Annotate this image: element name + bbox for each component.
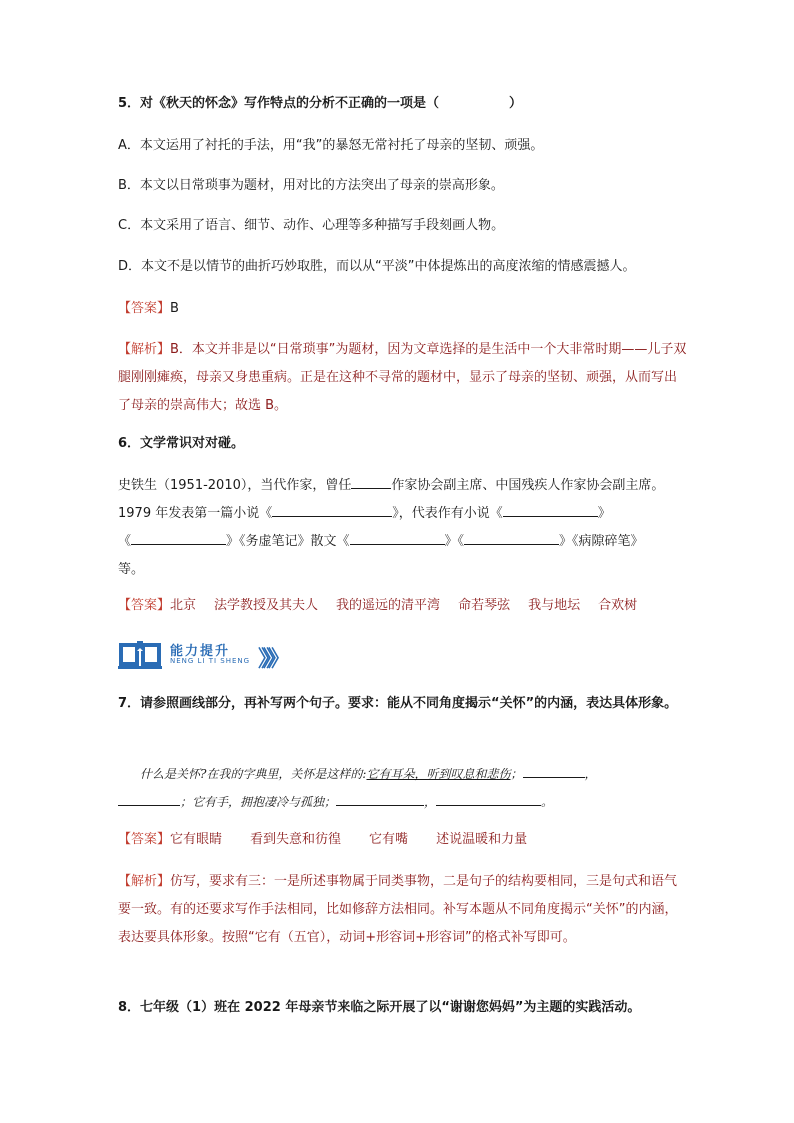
fill-blank[interactable]: [131, 530, 226, 545]
open-book-icon: [118, 640, 162, 670]
analysis-text: 仿写，要求有三：一是所述事物属于同类事物，二是句子的结构要相同，三是句式和语气要一致。有的还要求写作手法相同，比如修辞方法相同。补写本题从不同角度揭示“关怀”的内涵，表达要具体形象。按照“它有（五官），动词+形容词+形容词”的格式补写即可。: [118, 874, 678, 945]
q5-option-b: B．本文以日常琐事为题材，用对比的方法突出了母亲的崇高形象。: [118, 178, 504, 193]
fill-blank[interactable]: [436, 791, 541, 806]
q7-analysis: [118, 868, 688, 952]
q8-stem: 8．七年级（1）班在 2022 年母亲节来临之际开展了以“谢谢您妈妈”为主题的实践活动。: [118, 1000, 641, 1015]
section-banner: [118, 640, 338, 670]
banner-subtitle: NENG LI TI SHENG: [170, 657, 251, 665]
banner-title: 能力提升: [170, 644, 231, 659]
q7-answer: 【答案】它有眼睛 看到失意和彷徨 它有嘴 述说温暖和力量: [118, 832, 528, 847]
q6-stem: 6．文学常识对对碰。: [118, 436, 245, 451]
answer-value: B: [170, 301, 179, 316]
answer-tag: 【答案】: [118, 301, 171, 316]
analysis-tag: 【解析】: [118, 874, 171, 889]
fill-blank[interactable]: [351, 474, 391, 489]
q5-analysis: [118, 336, 688, 420]
answer-tag: 【答案】: [118, 598, 171, 613]
fill-blank[interactable]: [118, 791, 180, 806]
q5-option-d: D．本文不是以情节的曲折巧妙取胜，而以从“平淡”中体提炼出的高度浓缩的情感震撼人。: [118, 259, 636, 274]
q5-stem: 5．对《秋天的怀念》写作特点的分析不正确的一项是（ ）: [118, 96, 523, 111]
q5-option-c: C．本文采用了语言、细节、动作、心理等多种描写手段刻画人物。: [118, 218, 505, 233]
analysis-tag: 【解析】: [118, 342, 171, 357]
q7-passage-line2: ；它有手，拥抱凄冷与孤独； ， 。: [118, 788, 688, 817]
answer-tag: 【答案】: [118, 832, 171, 847]
q5-answer: [118, 295, 688, 323]
q7-passage: 什么是关怀?在我的字典里，关怀是这样的:它有耳朵，听到叹息和悲伤； ，: [140, 760, 688, 789]
q6-body: 史铁生（1951-2010），当代作家，曾任 作家协会副主席、中国残疾人作家协会副主席。1979 年发表第一篇小说《 》，代表作有小说《 》 《 》《务虚笔记》散文《 》《 》《病隙碎笔》 等。: [118, 472, 688, 584]
fill-blank[interactable]: [503, 502, 598, 517]
fill-blank[interactable]: [272, 502, 392, 517]
analysis-text: B．本文并非是以“日常琐事”为题材，因为文章选择的是生活中一个大非常时期——儿子双腿刚刚瘫痪，母亲又身患重病。正是在这种不寻常的题材中，显示了母亲的坚韧、顽强，从而写出了母亲的崇高伟大；故选 B。: [118, 342, 687, 413]
q6-answer: 【答案】北京 法学教授及其夫人 我的遥远的清平湾 命若琴弦 我与地坛 合欢树: [118, 598, 638, 613]
q7-stem: 7．请参照画线部分，再补写两个句子。要求：能从不同角度揭示“关怀”的内涵，表达具体形象。: [118, 696, 678, 711]
underlined-example: 它有耳朵，听到叹息和悲伤: [366, 767, 511, 781]
q5-option-a: A．本文运用了衬托的手法，用“我”的暴怒无常衬托了母亲的坚韧、顽强。: [118, 138, 544, 153]
fill-blank[interactable]: [523, 763, 585, 778]
fill-blank[interactable]: [350, 530, 445, 545]
chevron-right-icon: 》》》: [258, 647, 285, 672]
fill-blank[interactable]: [464, 530, 559, 545]
fill-blank[interactable]: [336, 791, 424, 806]
